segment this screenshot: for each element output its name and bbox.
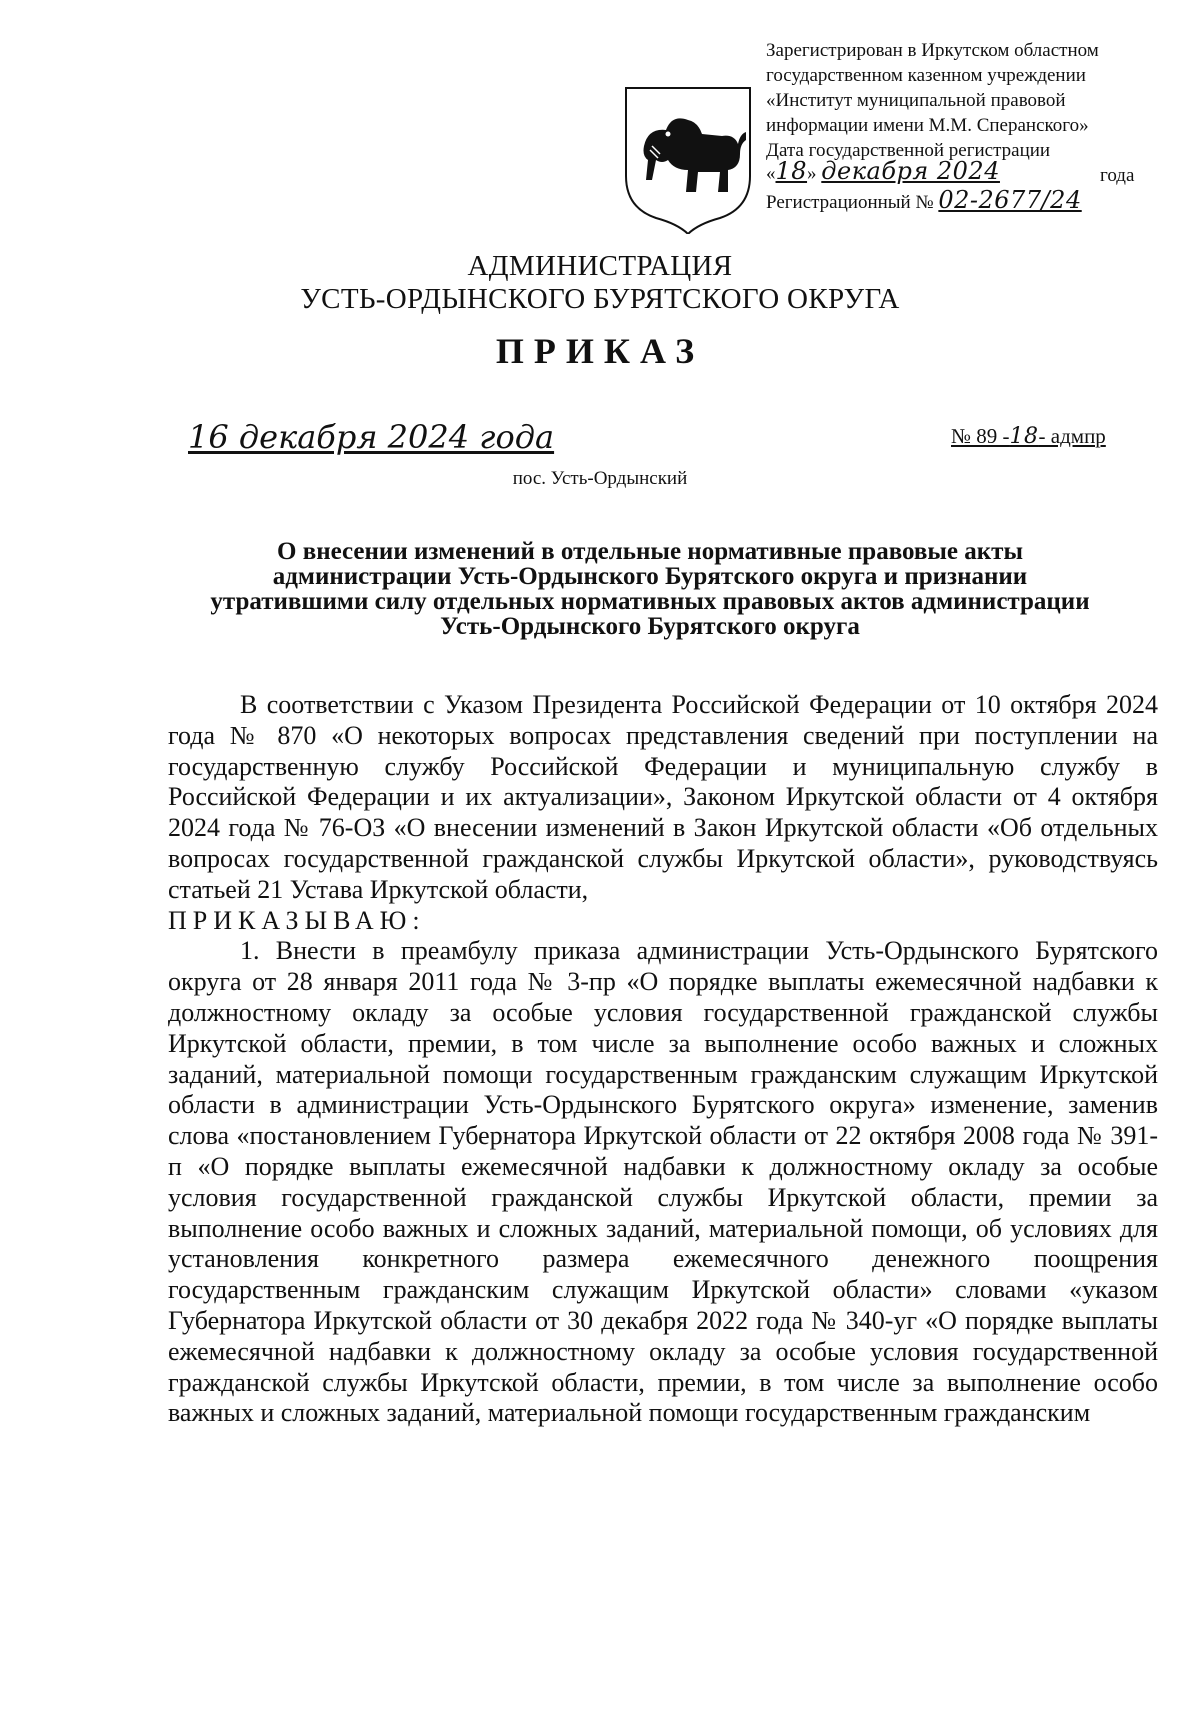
order-body: [168, 690, 1158, 1429]
registration-year-word: года: [1100, 165, 1135, 186]
org-name-line1: АДМИНИСТРАЦИЯ: [467, 250, 733, 282]
registration-number-value: 02-2677/24: [938, 186, 1082, 214]
place-of-issue: пос. Усть-Ордынский: [512, 468, 688, 489]
date-quote-open: «: [766, 163, 776, 184]
registration-stamp: [766, 38, 1156, 215]
order-directive: ПРИКАЗЫВАЮ:: [168, 905, 426, 935]
org-name-line2: УСТЬ-ОРДЫНСКОГО БУРЯТСКОГО ОКРУГА: [300, 283, 900, 315]
order-number-prefix: № 89 -: [951, 424, 1010, 448]
registration-line: «Институт муниципальной правовой: [766, 90, 1066, 111]
order-number: [951, 424, 1106, 449]
order-subject: О внесении изменений в отдельные нормативные правовые акты администрации Усть-Ордынского Бурятского округа и признании утратившими силу отдельных нормативных правовых актов администрации Усть-Ордынского Бурятского округа: [210, 538, 1090, 640]
registration-day: 18: [775, 157, 808, 185]
registration-number: [766, 188, 1156, 215]
date-quote-close: »: [807, 163, 817, 184]
coat-of-arms-babr-icon: [622, 84, 754, 234]
registration-month-year: декабря 2024: [821, 157, 1000, 185]
order-date: [188, 418, 554, 456]
order-number-suffix: - адмпр: [1038, 424, 1106, 448]
preamble-paragraph: В соответствии с Указом Президента Российской Федерации от 10 октября 2024 года № 870 «О некоторых вопросах представления сведений при поступлении на государственную службу Российской Федерации и муниципальную службу в Российской Федерации и их актуализации», Законом Иркутской области от 4 октября 2024 года № 76-ОЗ «О внесении изменений в Закон Иркутской области «Об отдельных вопросах государственной гражданской службы Иркутской области», руководствуясь статьей 21 Устава Иркутской области,: [168, 690, 1158, 904]
order-number-handwritten: 18: [1009, 424, 1039, 449]
registration-date: [766, 157, 1156, 188]
order-item-1: 1. Внести в преамбулу приказа администрации Усть-Ордынского Бурятского округа от 28 января 2011 года № 3-пр «О порядке выплаты ежемесячной надбавки к должностному окладу за особые условия государственной гражданской службы Иркутской области, премии, в том числе за выполнение особо важных и сложных заданий, материальной помощи государственным гражданским служащим Иркутской области в администрации Усть-Ордынского Бурятского округа» изменение, заменив слова «постановлением Губернатора Иркутской области от 22 октября 2008 года № 391-п «О порядке выплаты ежемесячной надбавки к должностному окладу за особые условия государственной гражданской службы Иркутской области, премии за выполнение особо важных и сложных заданий, материальной помощи, об условиях для установления конкретного размера ежемесячного денежного поощрения государственным гражданским служащим Иркутской области» словами «указом Губернатора Иркутской области от 30 декабря 2022 года № 340-уг «О порядке выплаты ежемесячной надбавки к должностному окладу за особые условия государственной гражданской службы Иркутской области, премии, в том числе за выполнение особо важных и сложных заданий, материальной помощи государственным гражданским: [168, 936, 1158, 1428]
order-date-handwritten: 16 декабря 2024 года: [188, 418, 555, 456]
document-title: ПРИКАЗ: [495, 331, 705, 371]
registration-number-label: Регистрационный №: [766, 192, 934, 213]
registration-line: государственном казенном учреждении: [766, 65, 1086, 86]
registration-line: Дата государственной регистрации: [766, 140, 1051, 161]
registration-line: Зарегистрирован в Иркутском областном: [766, 40, 1099, 61]
registration-line: информации имени М.М. Сперанского»: [766, 115, 1089, 136]
